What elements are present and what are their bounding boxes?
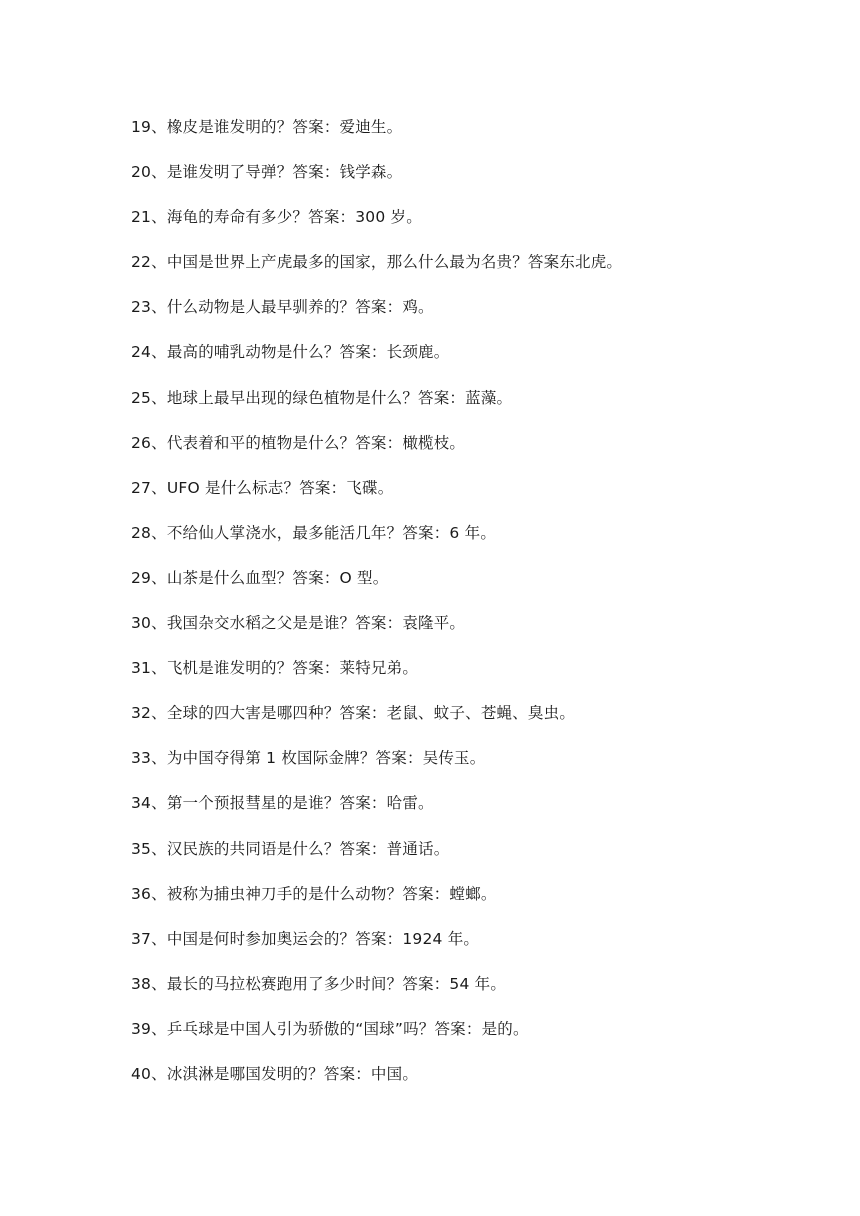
qa-item-26: 26、代表着和平的植物是什么？答案：橄榄枝。 [131, 433, 466, 452]
qa-item-23: 23、什么动物是人最早驯养的？答案：鸡。 [131, 298, 434, 317]
qa-item-35: 35、汉民族的共同语是什么？答案：普通话。 [131, 839, 450, 858]
qa-item-40: 40、冰淇淋是哪国发明的？答案：中国。 [131, 1064, 419, 1083]
qa-item-21: 21、海龟的寿命有多少？答案：300 岁。 [131, 208, 422, 227]
qa-item-39: 39、乒乓球是中国人引为骄傲的“国球”吗？答案：是的。 [131, 1019, 529, 1038]
qa-item-29: 29、山茶是什么血型？答案：O 型。 [131, 568, 389, 587]
qa-item-36: 36、被称为捕虫神刀手的是什么动物？答案：螳螂。 [131, 884, 497, 903]
qa-item-33: 33、为中国夺得第 1 枚国际金牌？答案：吴传玉。 [131, 749, 486, 768]
qa-item-28: 28、不给仙人掌浇水，最多能活几年？答案：6 年。 [131, 523, 497, 542]
qa-item-20: 20、是谁发明了导弹？答案：钱学森。 [131, 163, 403, 182]
qa-item-22: 22、中国是世界上产虎最多的国家，那么什么最为名贵？答案东北虎。 [131, 253, 623, 272]
qa-item-32: 32、全球的四大害是哪四种？答案：老鼠、蚊子、苍蝇、臭虫。 [131, 704, 576, 723]
qa-item-31: 31、飞机是谁发明的？答案：莱特兄弟。 [131, 659, 419, 678]
qa-item-37: 37、中国是何时参加奥运会的？答案：1924 年。 [131, 929, 480, 948]
qa-item-34: 34、第一个预报彗星的是谁？答案：哈雷。 [131, 794, 434, 813]
qa-item-25: 25、地球上最早出现的绿色植物是什么？答案：蓝藻。 [131, 388, 513, 407]
qa-item-19: 19、橡皮是谁发明的？答案：爱迪生。 [131, 118, 403, 136]
qa-list [131, 114, 831, 1106]
qa-item-30: 30、我国杂交水稻之父是是谁？答案：袁隆平。 [131, 614, 466, 633]
qa-item-24: 24、最高的哺乳动物是什么？答案：长颈鹿。 [131, 343, 450, 362]
qa-item-27: 27、UFO 是什么标志？答案：飞碟。 [131, 478, 394, 497]
qa-item-38: 38、最长的马拉松赛跑用了多少时间？答案：54 年。 [131, 974, 507, 993]
